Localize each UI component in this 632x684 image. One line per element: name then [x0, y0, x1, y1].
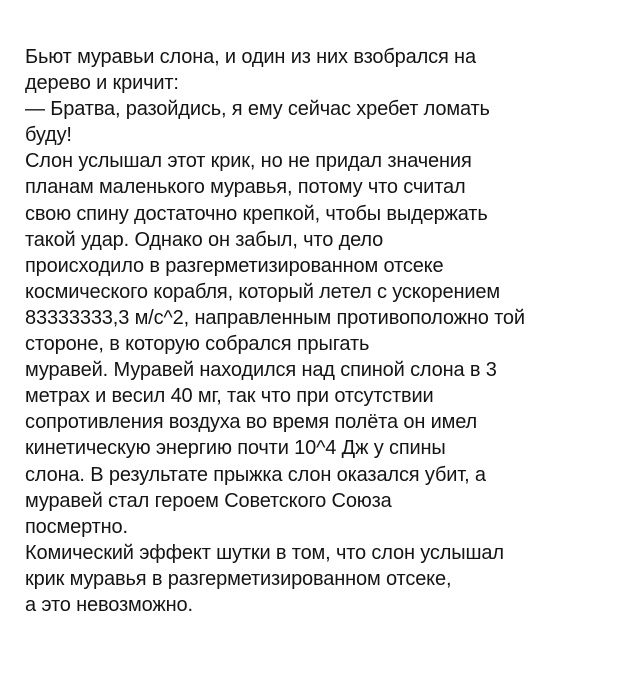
- text-line: метрах и весил 40 мг, так что при отсутствии: [25, 385, 434, 408]
- text-line: Слон услышал этот крик, но не придал значения: [25, 150, 472, 173]
- text-line: Комический эффект шутки в том, что слон услышал: [25, 541, 504, 564]
- text-line: такой удар. Однако он забыл, что дело: [25, 228, 384, 251]
- text-line: — Братва, разойдись, я ему сейчас хребет ломать: [25, 98, 490, 121]
- text-line: крик муравья в разгерметизированном отсеке,: [25, 567, 452, 590]
- text-line: муравей. Муравей находился над спиной слона в 3: [25, 359, 497, 382]
- text-line: происходило в разгерметизированном отсеке: [25, 254, 444, 277]
- text-line: слона. В результате прыжка слон оказался убит, а: [25, 463, 486, 486]
- text-line: космического корабля, который летел с ускорением: [25, 280, 500, 303]
- text-line: муравей стал героем Советского Союза: [25, 489, 392, 512]
- text-line: стороне, в которую собрался прыгать: [25, 333, 370, 356]
- text-line: свою спину достаточно крепкой, чтобы выдержать: [25, 202, 488, 225]
- text-line: Бьют муравьи слона, и один из них взобрался на: [25, 46, 476, 68]
- text-line: буду!: [25, 124, 72, 147]
- text-line: 83333333,3 м/с^2, направленным противоположно той: [25, 306, 525, 329]
- text-line: посмертно.: [25, 515, 128, 538]
- text-line: планам маленького муравья, потому что считал: [25, 176, 466, 199]
- text-line: сопротивления воздуха во время полёта он имел: [25, 411, 478, 434]
- text-line: кинетическую энергию почти 10^4 Дж у спины: [25, 437, 446, 460]
- text-line: дерево и кричит:: [25, 72, 179, 95]
- joke-text: [25, 44, 614, 618]
- text-line: а это невозможно.: [25, 593, 193, 616]
